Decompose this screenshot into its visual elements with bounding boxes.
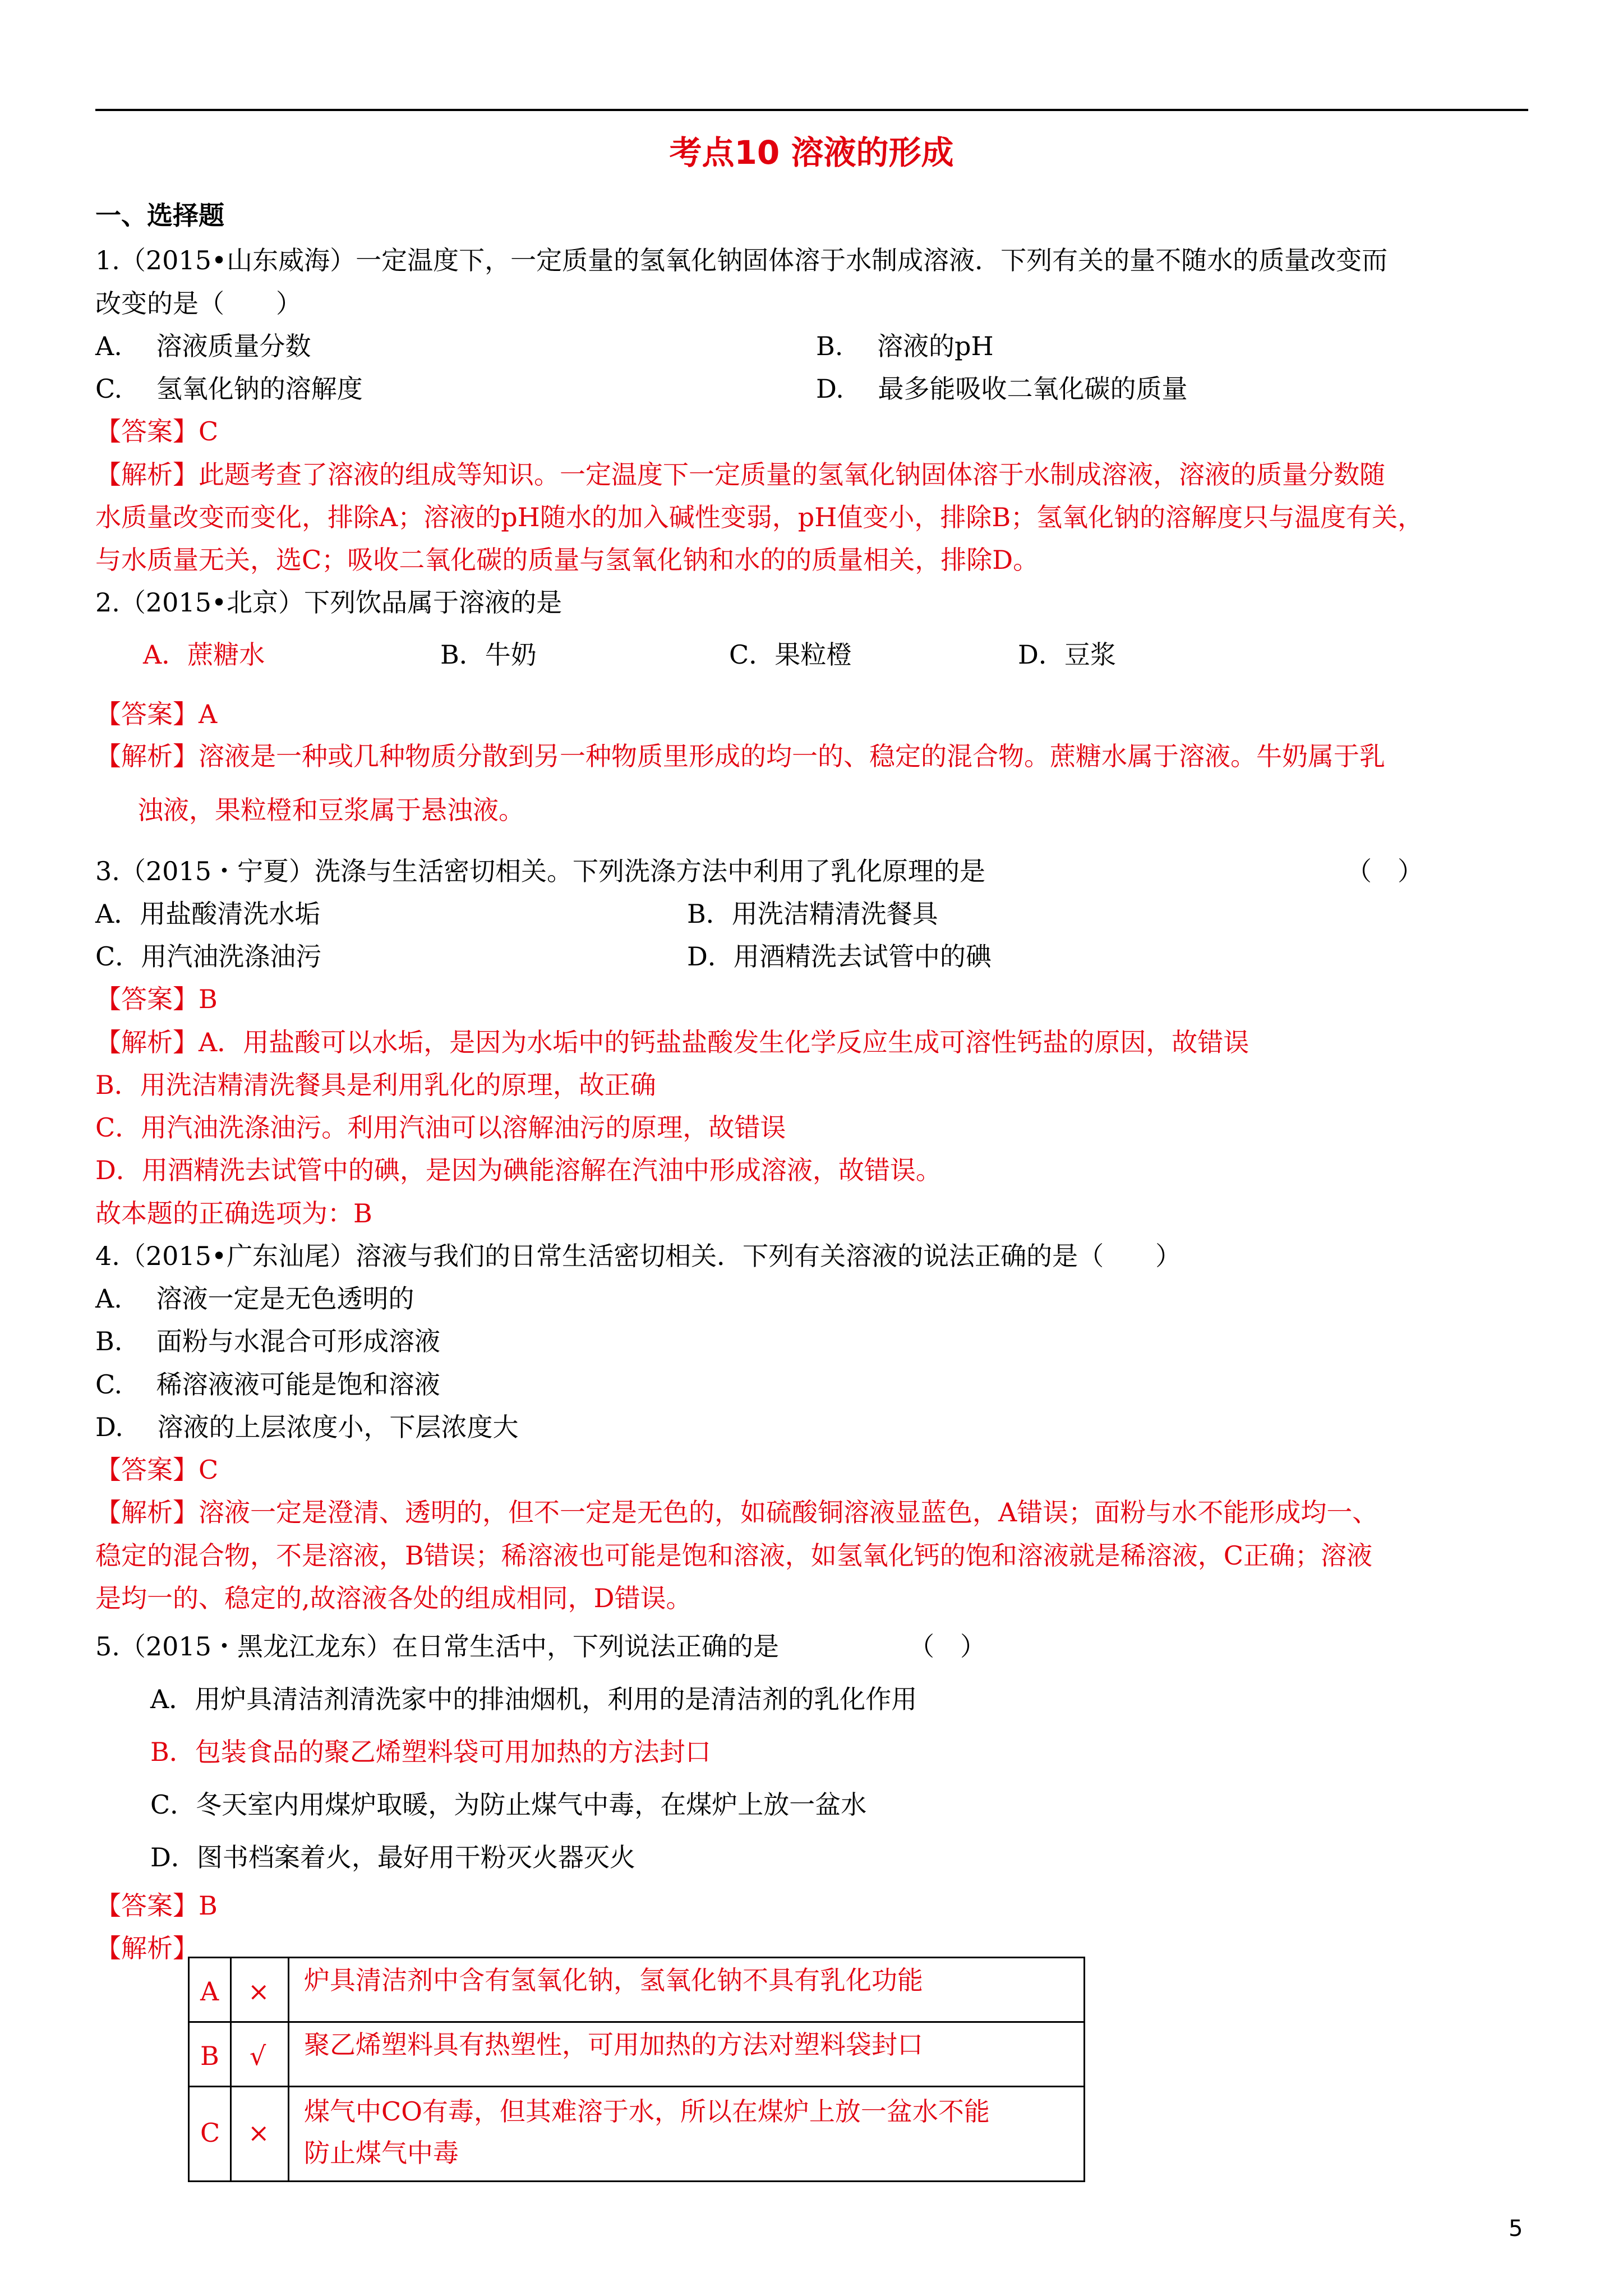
q4-option-b: B. 面粉与水混合可形成溶液: [95, 1326, 441, 1356]
q3-explanation-line-2: B．用洗洁精清洗餐具是利用乳化的原理，故正确: [95, 1070, 656, 1100]
q2-option-c: C．果粒橙: [729, 639, 852, 670]
q3-option-d: D．用酒精洗去试管中的碘: [687, 941, 992, 972]
q1-stem-line-1: 1.（2015•山东威海）一定温度下，一定质量的氢氧化钠固体溶于水制成溶液．下列有关的量不随水的质量改变而: [95, 245, 1388, 275]
q2-option-b: B．牛奶: [440, 639, 537, 670]
q5-stem: 5.（2015・黑龙江龙东）在日常生活中，下列说法正确的是: [95, 1631, 779, 1662]
q1-option-d: D. 最多能吸收二氧化碳的质量: [816, 374, 1188, 404]
q4-stem: 4.（2015•广东汕尾）溶液与我们的日常生活密切相关．下列有关溶液的说法正确的是（ ）: [95, 1241, 1182, 1271]
table-row-b-check-icon: √: [250, 2041, 266, 2071]
q2-option-a: A．蔗糖水: [143, 639, 265, 670]
q4-option-c: C. 稀溶液液可能是饱和溶液: [95, 1369, 440, 1400]
q1-option-a: A. 溶液质量分数: [95, 331, 311, 361]
header-rule: [95, 109, 1528, 111]
q2-answer: 【答案】A: [95, 699, 218, 729]
table-row-c-cross-icon: ×: [248, 2118, 270, 2148]
q1-answer: 【答案】C: [95, 416, 219, 447]
q3-option-b: B．用洗洁精清洗餐具: [687, 899, 938, 929]
page-number: 5: [1509, 2216, 1523, 2242]
section-heading: 一、选择题: [95, 200, 224, 231]
q3-option-c: C．用汽油洗涤油污: [95, 941, 322, 972]
q4-explanation-line-3: 是均一的、稳定的,故溶液各处的组成相同，D错误。: [95, 1583, 692, 1613]
q4-explanation-line-1: 【解析】溶液一定是澄清、透明的，但不一定是无色的，如硫酸铜溶液显蓝色，A错误；面粉与水不能形成均一、: [95, 1497, 1378, 1527]
q1-option-b: B. 溶液的pH: [816, 331, 994, 361]
q5-option-b: B．包装食品的聚乙烯塑料袋可用加热的方法封口: [150, 1737, 711, 1767]
q3-explanation-line-4: D．用酒精洗去试管中的碘，是因为碘能溶解在汽油中形成溶液，故错误。: [95, 1155, 942, 1185]
table-row-a-cross-icon: ×: [248, 1976, 270, 2007]
table-row-c-text-line-2: 防止煤气中毒: [304, 2138, 459, 2168]
q1-explanation-line-1: 【解析】此题考查了溶液的组成等知识。一定温度下一定质量的氢氧化钠固体溶于水制成溶液，溶液的质量分数随: [95, 459, 1385, 490]
q3-answer: 【答案】B: [95, 984, 218, 1014]
table-row-c-option: C: [200, 2118, 220, 2148]
q2-stem: 2.（2015•北京）下列饮品属于溶液的是: [95, 587, 562, 618]
q4-option-a: A. 溶液一定是无色透明的: [95, 1283, 414, 1314]
q3-answer-bracket: （ ）: [1346, 856, 1423, 886]
q2-explanation-line-2: 浊液，果粒橙和豆浆属于悬浊液。: [137, 795, 524, 825]
q4-answer: 【答案】C: [95, 1455, 219, 1485]
q2-explanation-line-1: 【解析】溶液是一种或几种物质分散到另一种物质里形成的均一的、稳定的混合物。蔗糖水属于溶液。牛奶属于乳: [95, 741, 1385, 771]
q1-explanation-line-2: 水质量改变而变化，排除A；溶液的pH随水的加入碱性变弱，pH值变小，排除B；氢氧化钠的溶解度只与温度有关，: [95, 502, 1424, 532]
q4-explanation-line-2: 稳定的混合物，不是溶液，B错误；稀溶液也可能是饱和溶液，如氢氧化钙的饱和溶液就是稀溶液，C正确；溶液: [95, 1540, 1372, 1571]
q1-stem-line-2: 改变的是（ ）: [95, 288, 302, 319]
q3-explanation-line-1: 【解析】A．用盐酸可以水垢，是因为水垢中的钙盐盐酸发生化学反应生成可溶性钙盐的原因，故错误: [95, 1027, 1249, 1057]
table-row-b-text: 聚乙烯塑料具有热塑性，可用加热的方法对塑料袋封口: [304, 2030, 923, 2060]
q5-answer-bracket: （ ）: [909, 1631, 986, 1662]
q5-option-d: D．图书档案着火，最好用干粉灭火器灭火: [150, 1842, 635, 1872]
q4-option-d: D. 溶液的上层浓度小，下层浓度大: [95, 1412, 519, 1442]
q5-answer: 【答案】B: [95, 1890, 218, 1921]
table-row-c-text-line-1: 煤气中CO有毒，但其难溶于水，所以在煤炉上放一盆水不能: [304, 2096, 990, 2127]
q2-option-d: D．豆浆: [1018, 639, 1116, 670]
q3-option-a: A．用盐酸清洗水垢: [95, 899, 321, 929]
page-title: 考点10 溶液的形成: [669, 134, 954, 172]
table-row-b-option: B: [200, 2041, 219, 2071]
q5-explanation-label: 【解析】: [95, 1933, 199, 1963]
q1-explanation-line-3: 与水质量无关，选C；吸收二氧化碳的质量与氢氧化钠和水的的质量相关，排除D。: [95, 545, 1039, 575]
q1-option-c: C. 氢氧化钠的溶解度: [95, 374, 363, 404]
q3-stem: 3.（2015・宁夏）洗涤与生活密切相关。下列洗涤方法中利用了乳化原理的是: [95, 856, 985, 886]
table-row-a-text: 炉具清洁剂中含有氢氧化钠，氢氧化钠不具有乳化功能: [304, 1965, 923, 1995]
q5-option-c: C．冬天室内用煤炉取暖，为防止煤气中毒，在煤炉上放一盆水: [150, 1789, 867, 1820]
table-row-a-option: A: [200, 1976, 219, 2007]
q5-explanation-table: [188, 1957, 1085, 2182]
q5-option-a: A．用炉具清洁剂清洗家中的排油烟机，利用的是清洁剂的乳化作用: [150, 1684, 917, 1714]
q3-explanation-line-3: C．用汽油洗涤油污。利用汽油可以溶解油污的原理，故错误: [95, 1112, 786, 1143]
q3-conclusion: 故本题的正确选项为：B: [95, 1198, 372, 1228]
